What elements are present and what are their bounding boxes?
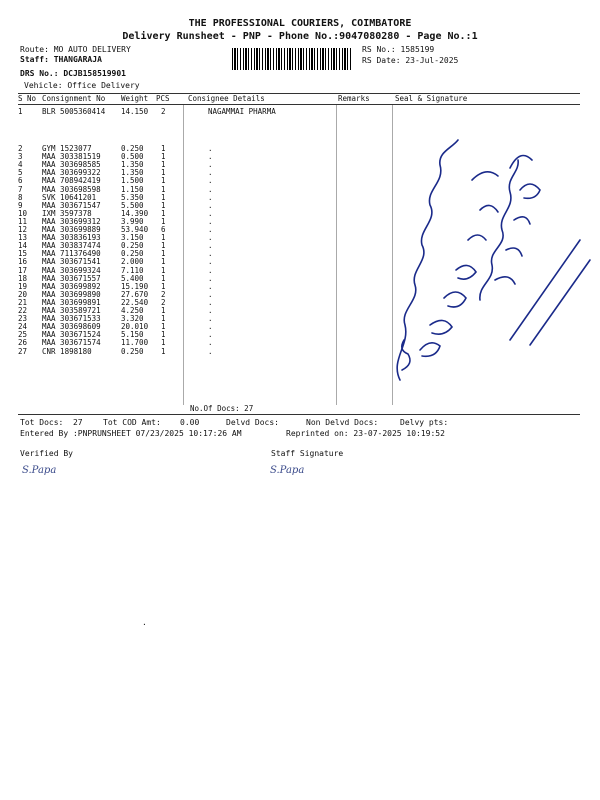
delvy-pts: Delvy pts: (400, 418, 449, 427)
tot-cod-label: Tot COD Amt: (103, 418, 161, 427)
delvd-docs: Delvd Docs: (226, 418, 279, 427)
row-pcs: 1 (161, 200, 166, 210)
row-weight: 2.000 (121, 257, 144, 267)
row-sno: 12 (18, 225, 28, 234)
tot-docs: Tot Docs: 27 (20, 418, 83, 427)
row-weight: 14.150 (121, 107, 149, 116)
row-details: NAGAMMAI PHARMA (208, 107, 276, 116)
row-sno: 1 (18, 107, 23, 116)
row-weight: 0.250 (121, 144, 144, 153)
row-details: . (208, 176, 213, 186)
row-details: . (208, 297, 213, 307)
runsheet-subtitle: Delivery Runsheet - PNP - Phone No.:9047080280 - Page No.:1 (122, 31, 478, 42)
row-sno: 6 (18, 176, 23, 186)
row-consignment: MAA 303699324 (42, 265, 101, 275)
row-details: . (208, 249, 213, 259)
row-pcs: 1 (161, 208, 166, 218)
row-consignment: MAA 303698609 (42, 322, 101, 332)
row-weight: 5.350 (121, 192, 144, 202)
table-header (18, 94, 468, 104)
row-consignment: MAA 303699312 (42, 216, 101, 226)
row-sno: 18 (18, 273, 28, 283)
row-details: . (208, 233, 213, 243)
row-weight: 3.990 (121, 216, 144, 226)
staff-signature: S.Papa (270, 465, 305, 476)
row-pcs: 2 (161, 297, 166, 307)
row-details: . (208, 265, 213, 275)
row-details: . (208, 168, 213, 178)
row-details: . (208, 346, 213, 356)
row-weight: 0.250 (121, 241, 144, 251)
row-sno: 16 (18, 257, 28, 267)
row-pcs: 1 (161, 338, 166, 348)
col-weight: Weight (121, 94, 149, 103)
row-consignment: SVK 10641201 (42, 192, 97, 202)
col-consignee: Consignee Details (188, 94, 265, 103)
row-sno: 25 (18, 330, 28, 340)
row-weight: 14.390 (121, 208, 149, 218)
row-consignment: MAA 303699892 (42, 281, 101, 291)
row-details: . (208, 281, 213, 291)
row-sno: 22 (18, 306, 28, 315)
row-weight: 5.400 (121, 273, 144, 283)
row-sno: 27 (18, 346, 28, 356)
handwritten-annotation (360, 120, 600, 420)
row-consignment: MAA 303671557 (42, 273, 101, 283)
row-pcs: 1 (161, 241, 166, 251)
row-pcs: 1 (161, 176, 166, 186)
col-sno: S No (18, 94, 37, 103)
row-consignment: MAA 303699890 (42, 289, 101, 299)
row-pcs: 1 (161, 306, 166, 315)
row-consignment: CNR 1898180 (42, 346, 92, 356)
rs-number: RS No.: 1585199 (362, 45, 435, 54)
row-consignment: MAA 303837474 (42, 241, 101, 251)
row-sno: 24 (18, 322, 28, 332)
row-consignment: MAA 708942419 (42, 176, 101, 186)
no-of-docs: No.Of Docs: 27 (190, 404, 254, 413)
row-pcs: 1 (161, 273, 166, 283)
row-details: . (208, 338, 213, 348)
company-title: THE PROFESSIONAL COURIERS, COIMBATORE (188, 18, 412, 29)
row-details: . (208, 330, 213, 340)
row-consignment: IXM 3597378 (42, 208, 92, 218)
row-weight: 20.010 (121, 322, 149, 332)
row-weight: 27.670 (121, 289, 149, 299)
row-weight: 1.350 (121, 160, 144, 170)
col-remarks: Remarks (338, 94, 370, 103)
row-sno: 11 (18, 216, 28, 226)
row-pcs: 1 (161, 249, 166, 259)
row-pcs: 1 (161, 144, 166, 153)
tot-cod-value: 0.00 (180, 418, 200, 427)
drs-number: DRS No.: DCJB158519901 (20, 69, 126, 78)
row-weight: 22.540 (121, 297, 149, 307)
row-pcs: 2 (161, 289, 166, 299)
row-weight: 1.150 (121, 184, 144, 194)
row-weight: 0.250 (121, 346, 144, 356)
route-label: Route: MO AUTO DELIVERY (20, 45, 131, 54)
row-pcs: 1 (161, 168, 166, 178)
row-pcs: 1 (161, 346, 166, 356)
row-consignment: MAA 303698585 (42, 160, 101, 170)
row-sno: 20 (18, 289, 28, 299)
rs-date: RS Date: 23-Jul-2025 (362, 56, 459, 65)
row-weight: 11.700 (121, 338, 149, 348)
staff-signature-label: Staff Signature (271, 449, 344, 458)
row-consignment: MAA 303699889 (42, 225, 101, 234)
row-weight: 0.250 (121, 249, 144, 259)
row-consignment: MAA 303671547 (42, 200, 101, 210)
row-sno: 9 (18, 200, 23, 210)
row-consignment: MAA 303671574 (42, 338, 101, 348)
row-pcs: 1 (161, 233, 166, 243)
row-details: . (208, 306, 213, 315)
col-seal: Seal & Signature (395, 94, 468, 103)
row-sno: 19 (18, 281, 28, 291)
row-pcs: 6 (161, 225, 166, 234)
row-weight: 4.250 (121, 306, 144, 315)
row-weight: 15.190 (121, 281, 149, 291)
row-weight: 1.500 (121, 176, 144, 186)
row-details: . (208, 289, 213, 299)
row-pcs: 1 (161, 184, 166, 194)
vehicle-label: Vehicle: Office Delivery (24, 81, 140, 90)
row-sno: 10 (18, 208, 28, 218)
row-pcs: 1 (161, 265, 166, 275)
row-sno: 5 (18, 168, 23, 178)
row-details: . (208, 192, 213, 202)
row-sno: 2 (18, 144, 23, 153)
row-sno: 26 (18, 338, 28, 348)
row-details: . (208, 314, 213, 324)
col-consignment: Consignment No (42, 94, 106, 103)
row-sno: 23 (18, 314, 28, 324)
row-details: . (208, 216, 213, 226)
row-weight: 1.350 (121, 168, 144, 178)
row-sno: 14 (18, 241, 28, 251)
verified-signature: S.Papa (22, 465, 57, 476)
row-sno: 17 (18, 265, 28, 275)
row-sno: 8 (18, 192, 23, 202)
barcode (232, 48, 352, 70)
row-weight: 0.500 (121, 152, 144, 162)
row-sno: 21 (18, 297, 28, 307)
row-consignment: BLR 5005360414 (42, 107, 106, 116)
row-consignment: MAA 303589721 (42, 306, 101, 315)
row-sno: 13 (18, 233, 28, 243)
stray-mark: . (142, 618, 147, 627)
row-consignment: MAA 303671524 (42, 330, 101, 340)
row-weight: 3.320 (121, 314, 144, 324)
row-pcs: 1 (161, 192, 166, 202)
row-details: . (208, 184, 213, 194)
row-pcs: 1 (161, 314, 166, 324)
row-details: . (208, 225, 213, 234)
row-details: . (208, 208, 213, 218)
row-consignment: MAA 303699891 (42, 297, 101, 307)
row-consignment: MAA 711376490 (42, 249, 101, 259)
row-weight: 3.150 (121, 233, 144, 243)
row-weight: 7.110 (121, 265, 144, 275)
row-pcs: 2 (161, 107, 166, 116)
row-details: . (208, 257, 213, 267)
row-consignment: MAA 303381519 (42, 152, 101, 162)
row-details: . (208, 144, 213, 153)
row-pcs: 1 (161, 152, 166, 162)
row-weight: 5.500 (121, 200, 144, 210)
row-sno: 3 (18, 152, 23, 162)
row-pcs: 1 (161, 330, 166, 340)
staff-label: Staff: THANGARAJA (20, 55, 102, 64)
row-consignment: MAA 303671533 (42, 314, 101, 324)
row-details: . (208, 160, 213, 170)
row-consignment: MAA 303671541 (42, 257, 101, 267)
col-pcs: PCS (156, 94, 170, 103)
row-pcs: 1 (161, 322, 166, 332)
row-consignment: MAA 303699322 (42, 168, 101, 178)
row-weight: 53.940 (121, 225, 149, 234)
row-pcs: 1 (161, 257, 166, 267)
row-consignment: MAA 303836193 (42, 233, 101, 243)
entered-by: Entered By :PNPRUNSHEET 07/23/2025 10:17:26 AM (20, 429, 242, 438)
row-weight: 5.150 (121, 330, 144, 340)
row-sno: 15 (18, 249, 28, 259)
row-details: . (208, 322, 213, 332)
row-sno: 7 (18, 184, 23, 194)
row-pcs: 1 (161, 160, 166, 170)
row-consignment: GYM 1523077 (42, 144, 92, 153)
row-pcs: 1 (161, 281, 166, 291)
row-details: . (208, 200, 213, 210)
row-consignment: MAA 303698598 (42, 184, 101, 194)
row-sno: 4 (18, 160, 23, 170)
row-pcs: 1 (161, 216, 166, 226)
row-details: . (208, 273, 213, 283)
verified-by-label: Verified By (20, 449, 73, 458)
row-details: . (208, 152, 213, 162)
row-details: . (208, 241, 213, 251)
non-delvd-docs: Non Delvd Docs: (306, 418, 379, 427)
reprinted-on: Reprinted on: 23-07-2025 10:19:52 (286, 429, 445, 438)
